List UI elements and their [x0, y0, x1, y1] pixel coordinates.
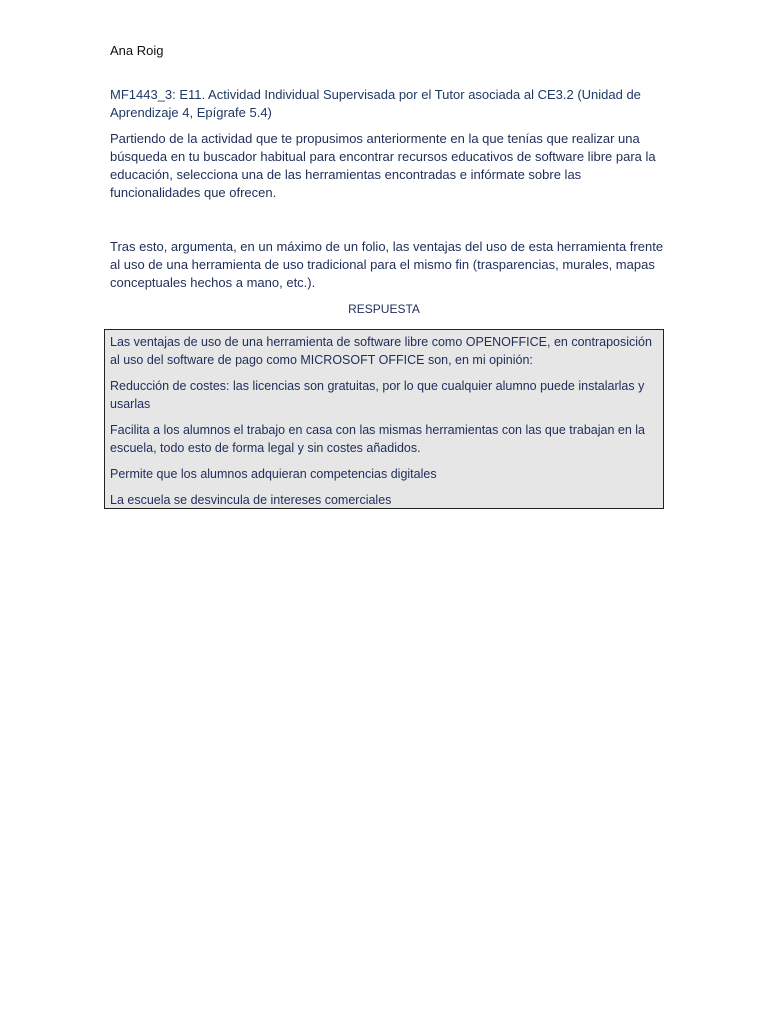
- answer-item: Permite que los alumnos adquieran competencias digitales: [110, 467, 437, 481]
- answer-item: La escuela se desvincula de intereses comerciales: [110, 493, 392, 507]
- response-label: RESPUESTA: [348, 302, 420, 316]
- author-name: Ana Roig: [110, 43, 164, 58]
- answer-box: [104, 329, 664, 509]
- answer-item: Facilita a los alumnos el trabajo en casa con las mismas herramientas con las que trabajan en la escuela, todo esto de forma legal y sin costes añadidos.: [110, 423, 645, 455]
- activity-heading: MF1443_3: E11. Actividad Individual Supervisada por el Tutor asociada al CE3.2 (Unidad de Aprendizaje 4, Epígrafe 5.4): [110, 87, 641, 120]
- instruction-paragraph-1: Partiendo de la actividad que te propusimos anteriormente en la que tenías que realizar una búsqueda en tu buscador habitual para encontrar recursos educativos de software libre para la educación, selecciona una de las herramientas encontradas e infórmate sobre las funcionalidades que ofrecen.: [110, 131, 656, 200]
- instruction-paragraph-2: Tras esto, argumenta, en un máximo de un folio, las ventajas del uso de esta herramienta frente al uso de una herramienta de uso tradicional para el mismo fin (trasparencias, murales, mapas conceptuales hechos a mano, etc.).: [110, 239, 664, 290]
- answer-item: Reducción de costes: las licencias son gratuitas, por lo que cualquier alumno puede instalarlas y usarlas: [110, 379, 645, 411]
- answer-intro: Las ventajas de uso de una herramienta de software libre como OPENOFFICE, en contraposición al uso del software de pago como MICROSOFT OFFICE son, en mi opinión:: [110, 335, 652, 367]
